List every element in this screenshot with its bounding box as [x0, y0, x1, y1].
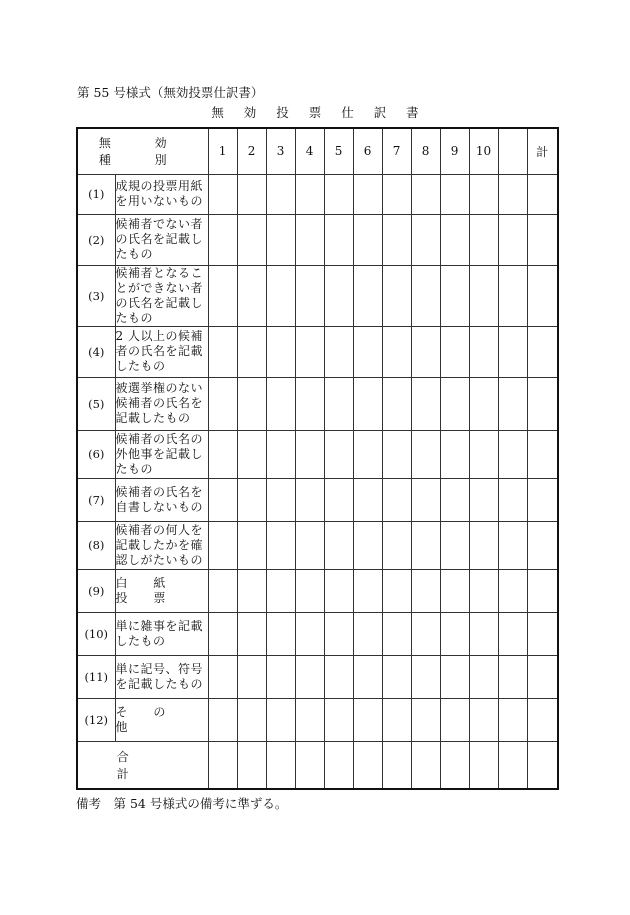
table-row	[77, 655, 558, 698]
column-header: 6	[353, 128, 382, 174]
table-row	[77, 430, 558, 478]
table-row	[77, 174, 558, 214]
count-cell[interactable]	[382, 478, 411, 521]
table-row	[77, 612, 558, 655]
count-cell[interactable]	[266, 521, 295, 569]
count-cell[interactable]	[324, 214, 353, 265]
count-cell[interactable]	[324, 698, 353, 741]
count-cell[interactable]	[353, 326, 382, 377]
count-cell[interactable]	[295, 521, 324, 569]
count-cell[interactable]	[440, 326, 469, 377]
count-cell[interactable]	[527, 698, 558, 741]
count-cell[interactable]	[353, 655, 382, 698]
count-cell[interactable]	[324, 326, 353, 377]
count-cell[interactable]	[353, 430, 382, 478]
header-row	[77, 128, 558, 174]
count-cell[interactable]	[208, 377, 237, 430]
count-cell[interactable]	[237, 430, 266, 478]
column-header: 4	[295, 128, 324, 174]
count-cell[interactable]	[382, 377, 411, 430]
count-cell[interactable]	[237, 698, 266, 741]
column-header: 5	[324, 128, 353, 174]
count-cell[interactable]	[382, 214, 411, 265]
count-cell[interactable]	[411, 265, 440, 326]
count-cell[interactable]	[440, 265, 469, 326]
row-number: (11)	[77, 655, 115, 698]
count-cell[interactable]	[353, 698, 382, 741]
table-row	[77, 569, 558, 612]
count-cell[interactable]	[498, 478, 527, 521]
total-cell[interactable]	[411, 741, 440, 789]
count-cell[interactable]	[440, 698, 469, 741]
column-header: 2	[237, 128, 266, 174]
count-cell[interactable]	[295, 655, 324, 698]
count-cell[interactable]	[382, 569, 411, 612]
row-number: (10)	[77, 612, 115, 655]
count-cell[interactable]	[266, 174, 295, 214]
count-cell[interactable]	[266, 265, 295, 326]
count-cell[interactable]	[527, 377, 558, 430]
count-cell[interactable]	[295, 478, 324, 521]
kind-header: 無 効 種 別	[77, 128, 208, 174]
row-description: 単に雑事を記載したもの	[115, 612, 208, 655]
count-cell[interactable]	[411, 377, 440, 430]
count-cell[interactable]	[324, 377, 353, 430]
count-cell[interactable]	[411, 521, 440, 569]
total-cell[interactable]	[440, 741, 469, 789]
column-header: 8	[411, 128, 440, 174]
count-cell[interactable]	[295, 326, 324, 377]
document-title: 無 効 投 票 仕 訳 書	[211, 105, 427, 120]
count-cell[interactable]	[208, 521, 237, 569]
count-cell[interactable]	[469, 698, 498, 741]
count-cell[interactable]	[469, 655, 498, 698]
count-cell[interactable]	[411, 214, 440, 265]
count-cell[interactable]	[498, 521, 527, 569]
count-cell[interactable]	[469, 214, 498, 265]
count-cell[interactable]	[382, 698, 411, 741]
total-cell[interactable]	[266, 741, 295, 789]
count-cell[interactable]	[498, 214, 527, 265]
count-cell[interactable]	[208, 265, 237, 326]
count-cell[interactable]	[266, 698, 295, 741]
count-cell[interactable]	[411, 655, 440, 698]
count-cell[interactable]	[440, 377, 469, 430]
count-cell[interactable]	[498, 612, 527, 655]
count-cell[interactable]	[266, 478, 295, 521]
count-cell[interactable]	[237, 377, 266, 430]
count-cell[interactable]	[353, 569, 382, 612]
count-cell[interactable]	[440, 655, 469, 698]
count-cell[interactable]	[411, 430, 440, 478]
count-cell[interactable]	[324, 521, 353, 569]
count-cell[interactable]	[324, 612, 353, 655]
count-cell[interactable]	[208, 430, 237, 478]
count-cell[interactable]	[295, 430, 324, 478]
row-number: (3)	[77, 265, 115, 326]
count-cell[interactable]	[469, 612, 498, 655]
count-cell[interactable]	[208, 214, 237, 265]
count-cell[interactable]	[208, 698, 237, 741]
count-cell[interactable]	[353, 174, 382, 214]
count-cell[interactable]	[382, 521, 411, 569]
count-cell[interactable]	[527, 174, 558, 214]
count-cell[interactable]	[295, 569, 324, 612]
count-cell[interactable]	[440, 521, 469, 569]
total-cell[interactable]	[527, 741, 558, 789]
total-row	[77, 741, 558, 789]
row-number: (2)	[77, 214, 115, 265]
count-cell[interactable]	[237, 478, 266, 521]
total-label: 合 計	[77, 741, 208, 789]
count-cell[interactable]	[498, 655, 527, 698]
count-cell[interactable]	[382, 265, 411, 326]
count-cell[interactable]	[411, 174, 440, 214]
count-cell[interactable]	[266, 430, 295, 478]
table-row	[77, 521, 558, 569]
row-description: 白 紙 投 票	[115, 569, 208, 612]
count-cell[interactable]	[527, 521, 558, 569]
count-cell[interactable]	[237, 214, 266, 265]
total-cell[interactable]	[469, 741, 498, 789]
count-cell[interactable]	[382, 430, 411, 478]
count-cell[interactable]	[266, 326, 295, 377]
row-description: そ の 他	[115, 698, 208, 741]
row-number: (6)	[77, 430, 115, 478]
count-cell[interactable]	[237, 174, 266, 214]
row-description: 候補者の氏名を自書しないもの	[115, 478, 208, 521]
count-cell[interactable]	[411, 612, 440, 655]
total-cell[interactable]	[498, 741, 527, 789]
count-cell[interactable]	[237, 326, 266, 377]
count-cell[interactable]	[324, 430, 353, 478]
total-cell[interactable]	[237, 741, 266, 789]
table-row	[77, 478, 558, 521]
count-cell[interactable]	[295, 612, 324, 655]
count-cell[interactable]	[527, 655, 558, 698]
count-cell[interactable]	[440, 174, 469, 214]
table-row	[77, 214, 558, 265]
column-header-total: 計	[527, 128, 558, 174]
count-cell[interactable]	[266, 377, 295, 430]
count-cell[interactable]	[527, 265, 558, 326]
count-cell[interactable]	[208, 612, 237, 655]
count-cell[interactable]	[527, 326, 558, 377]
row-description: 2 人以上の候補者の氏名を記載したもの	[115, 326, 208, 377]
count-cell[interactable]	[237, 655, 266, 698]
count-cell[interactable]	[208, 174, 237, 214]
count-cell[interactable]	[411, 569, 440, 612]
total-cell[interactable]	[353, 741, 382, 789]
count-cell[interactable]	[440, 569, 469, 612]
total-cell[interactable]	[208, 741, 237, 789]
count-cell[interactable]	[353, 377, 382, 430]
count-cell[interactable]	[440, 478, 469, 521]
table-row	[77, 377, 558, 430]
count-cell[interactable]	[353, 265, 382, 326]
count-cell[interactable]	[266, 612, 295, 655]
count-cell[interactable]	[498, 430, 527, 478]
count-cell[interactable]	[266, 655, 295, 698]
count-cell[interactable]	[353, 612, 382, 655]
count-cell[interactable]	[440, 612, 469, 655]
count-cell[interactable]	[469, 377, 498, 430]
count-cell[interactable]	[353, 214, 382, 265]
column-header: 10	[469, 128, 498, 174]
row-number: (1)	[77, 174, 115, 214]
count-cell[interactable]	[208, 326, 237, 377]
count-cell[interactable]	[411, 478, 440, 521]
count-cell[interactable]	[266, 214, 295, 265]
count-cell[interactable]	[527, 430, 558, 478]
count-cell[interactable]	[469, 326, 498, 377]
count-cell[interactable]	[527, 612, 558, 655]
row-number: (7)	[77, 478, 115, 521]
row-description: 被選挙権のない候補者の氏名を記載したもの	[115, 377, 208, 430]
row-description: 候補者の氏名の外他事を記載したもの	[115, 430, 208, 478]
count-cell[interactable]	[237, 612, 266, 655]
count-cell[interactable]	[382, 655, 411, 698]
row-description: 候補者の何人を記載したかを確認しがたいもの	[115, 521, 208, 569]
count-cell[interactable]	[295, 698, 324, 741]
table-row	[77, 698, 558, 741]
count-cell[interactable]	[208, 478, 237, 521]
count-cell[interactable]	[498, 174, 527, 214]
count-cell[interactable]	[324, 478, 353, 521]
row-number: (4)	[77, 326, 115, 377]
count-cell[interactable]	[295, 377, 324, 430]
count-cell[interactable]	[498, 265, 527, 326]
column-header	[498, 128, 527, 174]
table-row	[77, 326, 558, 377]
count-cell[interactable]	[527, 214, 558, 265]
count-cell[interactable]	[469, 569, 498, 612]
row-description: 単に記号、符号を記載したもの	[115, 655, 208, 698]
count-cell[interactable]	[266, 569, 295, 612]
count-cell[interactable]	[498, 377, 527, 430]
count-cell[interactable]	[469, 521, 498, 569]
count-cell[interactable]	[353, 478, 382, 521]
count-cell[interactable]	[440, 430, 469, 478]
count-cell[interactable]	[440, 214, 469, 265]
count-cell[interactable]	[527, 569, 558, 612]
total-cell[interactable]	[324, 741, 353, 789]
column-header: 1	[208, 128, 237, 174]
count-cell[interactable]	[324, 569, 353, 612]
row-number: (5)	[77, 377, 115, 430]
count-cell[interactable]	[469, 174, 498, 214]
form-label: 第 55 号様式（無効投票仕訳書）	[77, 85, 264, 100]
count-cell[interactable]	[324, 174, 353, 214]
count-cell[interactable]	[498, 698, 527, 741]
count-cell[interactable]	[498, 569, 527, 612]
count-cell[interactable]	[237, 521, 266, 569]
count-cell[interactable]	[353, 521, 382, 569]
count-cell[interactable]	[208, 655, 237, 698]
row-description: 候補者でない者の氏名を記載したもの	[115, 214, 208, 265]
column-header: 3	[266, 128, 295, 174]
count-cell[interactable]	[295, 214, 324, 265]
count-cell[interactable]	[382, 174, 411, 214]
row-description: 候補者となることができない者の氏名を記載したもの	[115, 265, 208, 326]
count-cell[interactable]	[295, 174, 324, 214]
row-number: (8)	[77, 521, 115, 569]
count-cell[interactable]	[295, 265, 324, 326]
column-header: 7	[382, 128, 411, 174]
count-cell[interactable]	[469, 478, 498, 521]
total-cell[interactable]	[295, 741, 324, 789]
count-cell[interactable]	[498, 326, 527, 377]
count-cell[interactable]	[382, 612, 411, 655]
count-cell[interactable]	[324, 265, 353, 326]
count-cell[interactable]	[237, 569, 266, 612]
row-number: (9)	[77, 569, 115, 612]
row-description: 成規の投票用紙を用いないもの	[115, 174, 208, 214]
count-cell[interactable]	[237, 265, 266, 326]
count-cell[interactable]	[411, 698, 440, 741]
count-cell[interactable]	[469, 265, 498, 326]
count-cell[interactable]	[527, 478, 558, 521]
count-cell[interactable]	[324, 655, 353, 698]
count-cell[interactable]	[469, 430, 498, 478]
table-row	[77, 265, 558, 326]
invalid-votes-table	[76, 127, 559, 790]
column-header: 9	[440, 128, 469, 174]
row-number: (12)	[77, 698, 115, 741]
total-cell[interactable]	[382, 741, 411, 789]
remark-note: 備考 第 54 号様式の備考に準ずる。	[76, 796, 288, 811]
count-cell[interactable]	[411, 326, 440, 377]
count-cell[interactable]	[208, 569, 237, 612]
count-cell[interactable]	[382, 326, 411, 377]
